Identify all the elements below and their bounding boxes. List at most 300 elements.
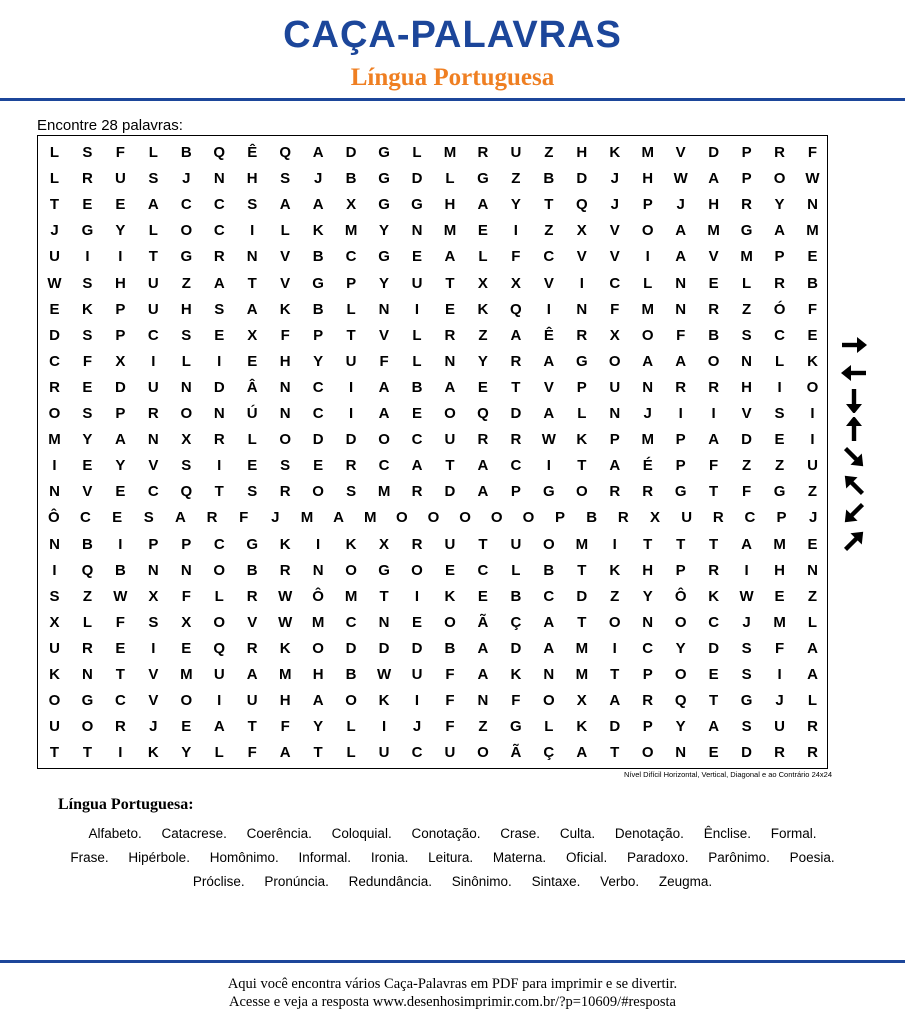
grid-letter[interactable]: Ê xyxy=(247,144,258,161)
grid-letter[interactable]: Z xyxy=(807,483,818,501)
grid-letter[interactable]: L xyxy=(346,744,356,762)
grid-letter[interactable]: J xyxy=(50,222,59,240)
grid-letter[interactable]: E xyxy=(214,326,225,344)
grid-letter[interactable]: T xyxy=(610,666,620,683)
grid-letter[interactable]: M xyxy=(377,483,391,501)
grid-letter[interactable]: R xyxy=(712,509,724,527)
grid-letter[interactable]: U xyxy=(147,378,159,396)
grid-letter[interactable]: P xyxy=(642,196,653,214)
grid-letter[interactable]: V xyxy=(280,248,291,266)
grid-letter[interactable]: R xyxy=(675,378,687,396)
grid-letter[interactable]: G xyxy=(543,483,555,501)
grid-letter[interactable]: O xyxy=(378,431,390,449)
grid-letter[interactable]: T xyxy=(49,196,60,214)
grid-letter[interactable]: G xyxy=(674,483,687,501)
grid-letter[interactable]: B xyxy=(345,666,357,683)
grid-letter[interactable]: I xyxy=(217,692,222,710)
grid-letter[interactable]: B xyxy=(586,509,598,527)
grid-letter[interactable]: X xyxy=(576,692,587,710)
grid-letter[interactable]: R xyxy=(114,718,126,736)
grid-letter[interactable]: T xyxy=(82,744,93,762)
grid-letter[interactable]: B xyxy=(708,326,720,344)
grid-letter[interactable]: L xyxy=(148,222,158,240)
grid-letter[interactable]: D xyxy=(510,639,522,657)
grid-letter[interactable]: M xyxy=(575,666,589,683)
grid-letter[interactable]: R xyxy=(774,744,785,762)
grid-letter[interactable]: L xyxy=(247,431,257,449)
grid-letter[interactable]: N xyxy=(147,431,159,449)
grid-letter[interactable]: A xyxy=(378,405,390,422)
grid-letter[interactable]: K xyxy=(576,431,588,449)
grid-letter[interactable]: H xyxy=(114,274,126,292)
grid-letter[interactable]: A xyxy=(543,352,555,370)
grid-letter[interactable]: P xyxy=(115,326,126,344)
grid-letter[interactable]: N xyxy=(576,300,588,318)
grid-letter[interactable]: H xyxy=(279,692,291,710)
grid-letter[interactable]: B xyxy=(543,561,555,579)
grid-letter[interactable]: Ô xyxy=(312,587,324,605)
grid-letter[interactable]: P xyxy=(313,326,324,344)
grid-letter[interactable]: W xyxy=(376,666,392,683)
grid-letter[interactable]: W xyxy=(805,170,820,188)
grid-letter[interactable]: R xyxy=(246,587,258,605)
grid-letter[interactable]: C xyxy=(543,587,555,605)
grid-letter[interactable]: P xyxy=(576,378,587,396)
grid-letter[interactable]: X xyxy=(181,431,192,449)
grid-letter[interactable]: R xyxy=(708,300,720,318)
grid-letter[interactable]: N xyxy=(213,170,225,188)
grid-letter[interactable]: O xyxy=(522,509,535,527)
grid-letter[interactable]: J xyxy=(610,170,619,188)
grid-letter[interactable]: T xyxy=(247,718,257,736)
grid-letter[interactable]: D xyxy=(708,639,720,657)
grid-letter[interactable]: R xyxy=(609,483,621,501)
grid-letter[interactable]: I xyxy=(744,561,749,579)
grid-letter[interactable]: K xyxy=(378,692,390,710)
grid-letter[interactable]: S xyxy=(49,587,60,605)
grid-letter[interactable]: G xyxy=(773,483,786,501)
grid-letter[interactable]: U xyxy=(114,170,126,188)
grid-letter[interactable]: R xyxy=(576,326,588,344)
grid-letter[interactable]: N xyxy=(807,196,818,214)
grid-letter[interactable]: Ú xyxy=(246,405,258,422)
grid-letter[interactable]: W xyxy=(113,587,128,605)
grid-letter[interactable]: X xyxy=(181,613,192,631)
grid-letter[interactable]: A xyxy=(444,378,456,396)
grid-letter[interactable]: E xyxy=(181,639,192,657)
grid-letter[interactable]: H xyxy=(576,144,588,161)
grid-letter[interactable]: D xyxy=(213,378,225,396)
grid-letter[interactable]: T xyxy=(49,744,60,762)
grid-letter[interactable]: I xyxy=(118,248,123,266)
grid-letter[interactable]: M xyxy=(641,144,654,161)
grid-letter[interactable]: A xyxy=(444,248,456,266)
grid-letter[interactable]: T xyxy=(544,196,554,214)
grid-letter[interactable]: O xyxy=(641,222,654,240)
grid-letter[interactable]: A xyxy=(477,457,489,475)
grid-letter[interactable]: E xyxy=(412,248,423,266)
grid-letter[interactable]: I xyxy=(546,300,551,318)
grid-letter[interactable]: T xyxy=(577,457,587,475)
grid-letter[interactable]: N xyxy=(642,378,654,396)
grid-letter[interactable]: S xyxy=(82,405,93,422)
grid-letter[interactable]: I xyxy=(118,535,123,553)
grid-letter[interactable]: R xyxy=(213,431,225,449)
grid-letter[interactable]: I xyxy=(414,300,420,318)
grid-letter[interactable]: K xyxy=(708,587,720,605)
grid-letter[interactable]: T xyxy=(148,248,158,266)
grid-letter[interactable]: U xyxy=(444,535,456,553)
grid-letter[interactable]: Y xyxy=(379,274,390,292)
grid-letter[interactable]: F xyxy=(247,744,257,762)
grid-letter[interactable]: P xyxy=(774,248,785,266)
grid-letter[interactable]: V xyxy=(543,274,554,292)
grid-letter[interactable]: Z xyxy=(807,587,818,605)
grid-letter[interactable]: M xyxy=(575,535,589,553)
grid-letter[interactable]: B xyxy=(411,378,423,396)
grid-letter[interactable]: R xyxy=(774,144,785,161)
grid-letter[interactable]: U xyxy=(49,248,60,266)
grid-letter[interactable]: U xyxy=(147,274,159,292)
grid-letter[interactable]: U xyxy=(681,509,693,527)
grid-letter[interactable]: C xyxy=(477,561,489,579)
grid-letter[interactable]: O xyxy=(806,378,819,396)
grid-letter[interactable]: P xyxy=(346,274,357,292)
grid-letter[interactable]: X xyxy=(115,352,126,370)
grid-letter[interactable]: E xyxy=(444,300,455,318)
grid-letter[interactable]: G xyxy=(378,144,390,161)
grid-letter[interactable]: N xyxy=(444,352,456,370)
grid-letter[interactable]: R xyxy=(345,457,357,475)
grid-letter[interactable]: C xyxy=(147,326,159,344)
grid-letter[interactable]: I xyxy=(810,405,815,422)
grid-letter[interactable]: I xyxy=(513,222,518,240)
grid-letter[interactable]: B xyxy=(180,144,192,161)
grid-letter[interactable]: S xyxy=(82,144,93,161)
grid-letter[interactable]: E xyxy=(82,457,93,475)
grid-letter[interactable]: S xyxy=(346,483,357,501)
grid-letter[interactable]: E xyxy=(412,405,423,422)
grid-letter[interactable]: G xyxy=(740,692,753,710)
grid-letter[interactable]: M xyxy=(443,222,457,240)
grid-letter[interactable]: A xyxy=(675,222,687,240)
grid-letter[interactable]: T xyxy=(643,535,653,553)
grid-letter[interactable]: O xyxy=(543,535,555,553)
grid-letter[interactable]: L xyxy=(742,274,752,292)
grid-letter[interactable]: E xyxy=(49,300,60,318)
grid-letter[interactable]: Q xyxy=(279,144,292,161)
grid-letter[interactable]: Y xyxy=(675,718,686,736)
grid-letter[interactable]: I xyxy=(777,378,782,396)
grid-letter[interactable]: U xyxy=(345,352,357,370)
grid-letter[interactable]: V xyxy=(148,692,159,710)
grid-letter[interactable]: J xyxy=(412,718,422,736)
grid-letter[interactable]: R xyxy=(147,405,159,422)
grid-letter[interactable]: H xyxy=(279,352,291,370)
grid-letter[interactable]: K xyxy=(609,561,621,579)
grid-letter[interactable]: O xyxy=(773,170,786,188)
grid-letter[interactable]: Ô xyxy=(47,509,60,527)
grid-letter[interactable]: S xyxy=(741,639,752,657)
grid-letter[interactable]: D xyxy=(49,326,60,344)
grid-letter[interactable]: A xyxy=(675,352,687,370)
grid-letter[interactable]: H xyxy=(741,378,753,396)
grid-letter[interactable]: L xyxy=(280,222,290,240)
grid-letter[interactable]: Q xyxy=(180,483,193,501)
grid-letter[interactable]: E xyxy=(807,535,818,553)
grid-letter[interactable]: L xyxy=(181,352,191,370)
grid-letter[interactable]: S xyxy=(148,170,159,188)
grid-letter[interactable]: M xyxy=(773,613,786,631)
grid-letter[interactable]: Y xyxy=(181,744,192,762)
grid-letter[interactable]: P xyxy=(642,718,653,736)
grid-letter[interactable]: C xyxy=(411,431,423,449)
grid-letter[interactable]: F xyxy=(511,248,521,266)
grid-letter[interactable]: P xyxy=(115,300,126,318)
grid-letter[interactable]: L xyxy=(148,144,158,161)
grid-letter[interactable]: A xyxy=(279,196,291,214)
grid-letter[interactable]: N xyxy=(147,561,159,579)
grid-letter[interactable]: V xyxy=(148,457,159,475)
grid-letter[interactable]: E xyxy=(115,196,126,214)
grid-letter[interactable]: R xyxy=(411,535,423,553)
grid-letter[interactable]: O xyxy=(411,561,423,579)
grid-letter[interactable]: L xyxy=(807,692,818,710)
grid-letter[interactable]: O xyxy=(707,352,720,370)
grid-letter[interactable]: A xyxy=(174,509,186,527)
grid-letter[interactable]: M xyxy=(363,509,377,527)
grid-letter[interactable]: P xyxy=(741,144,752,161)
grid-letter[interactable]: U xyxy=(807,457,818,475)
grid-letter[interactable]: G xyxy=(378,248,390,266)
grid-letter[interactable]: T xyxy=(247,274,257,292)
grid-letter[interactable]: K xyxy=(444,587,456,605)
grid-letter[interactable]: A xyxy=(213,274,225,292)
grid-letter[interactable]: I xyxy=(118,744,123,762)
grid-letter[interactable]: B xyxy=(312,248,324,266)
grid-letter[interactable]: K xyxy=(345,535,357,553)
grid-letter[interactable]: G xyxy=(510,718,522,736)
grid-letter[interactable]: X xyxy=(49,613,60,631)
grid-letter[interactable]: J xyxy=(676,196,685,214)
grid-letter[interactable]: G xyxy=(378,561,390,579)
grid-letter[interactable]: I xyxy=(711,405,716,422)
grid-letter[interactable]: F xyxy=(280,326,290,344)
grid-letter[interactable]: F xyxy=(115,144,125,161)
grid-letter[interactable]: M xyxy=(48,431,61,449)
grid-letter[interactable]: U xyxy=(774,718,785,736)
grid-letter[interactable]: L xyxy=(412,352,422,370)
grid-letter[interactable]: N xyxy=(213,405,225,422)
grid-letter[interactable]: S xyxy=(774,405,785,422)
grid-letter[interactable]: L xyxy=(346,300,356,318)
grid-letter[interactable]: G xyxy=(477,170,489,188)
grid-letter[interactable]: F xyxy=(280,718,290,736)
grid-letter[interactable]: M xyxy=(344,222,358,240)
grid-letter[interactable]: F xyxy=(774,639,785,657)
grid-letter[interactable]: B xyxy=(246,561,258,579)
grid-letter[interactable]: L xyxy=(49,144,60,161)
grid-letter[interactable]: N xyxy=(609,405,621,422)
grid-letter[interactable]: Z xyxy=(742,457,752,475)
grid-letter[interactable]: E xyxy=(412,613,423,631)
grid-letter[interactable]: D xyxy=(444,483,456,501)
grid-letter[interactable]: Z xyxy=(511,170,521,188)
grid-letter[interactable]: E xyxy=(115,639,126,657)
grid-letter[interactable]: E xyxy=(807,326,818,344)
grid-letter[interactable]: C xyxy=(147,483,159,501)
grid-letter[interactable]: L xyxy=(412,144,422,161)
grid-letter[interactable]: T xyxy=(709,535,719,553)
grid-letter[interactable]: R xyxy=(477,431,489,449)
grid-letter[interactable]: E xyxy=(774,587,785,605)
grid-letter[interactable]: V xyxy=(280,274,291,292)
grid-letter[interactable]: D xyxy=(411,170,423,188)
grid-letter[interactable]: P xyxy=(510,483,521,501)
grid-letter[interactable]: S xyxy=(82,326,93,344)
grid-letter[interactable]: U xyxy=(510,535,522,553)
grid-letter[interactable]: U xyxy=(411,666,423,683)
grid-letter[interactable]: R xyxy=(213,248,225,266)
grid-letter[interactable]: N xyxy=(49,535,60,553)
grid-letter[interactable]: Z xyxy=(544,222,554,240)
grid-letter[interactable]: A xyxy=(774,222,785,240)
grid-letter[interactable]: C xyxy=(80,509,91,527)
grid-letter[interactable]: Y xyxy=(115,222,126,240)
grid-letter[interactable]: C xyxy=(609,274,621,292)
grid-letter[interactable]: G xyxy=(411,196,423,214)
grid-letter[interactable]: F xyxy=(610,300,620,318)
grid-letter[interactable]: I xyxy=(52,457,57,475)
grid-letter[interactable]: S xyxy=(741,718,752,736)
grid-letter[interactable]: M xyxy=(740,248,753,266)
grid-letter[interactable]: Q xyxy=(213,639,226,657)
grid-letter[interactable]: R xyxy=(807,744,818,762)
grid-letter[interactable]: O xyxy=(213,561,226,579)
grid-letter[interactable]: Ã xyxy=(477,613,489,631)
grid-letter[interactable]: N xyxy=(675,744,687,762)
grid-letter[interactable]: W xyxy=(278,587,293,605)
grid-letter[interactable]: E xyxy=(774,431,785,449)
grid-letter[interactable]: A xyxy=(312,692,324,710)
grid-letter[interactable]: F xyxy=(511,692,521,710)
grid-letter[interactable]: M xyxy=(707,222,720,240)
grid-letter[interactable]: M xyxy=(278,666,292,683)
grid-letter[interactable]: A xyxy=(675,248,687,266)
grid-letter[interactable]: I xyxy=(678,405,683,422)
grid-letter[interactable]: I xyxy=(810,431,815,449)
grid-letter[interactable]: O xyxy=(490,509,503,527)
grid-letter[interactable]: R xyxy=(642,692,654,710)
grid-letter[interactable]: M xyxy=(300,509,314,527)
grid-letter[interactable]: C xyxy=(312,405,324,422)
grid-letter[interactable]: V xyxy=(708,248,719,266)
grid-letter[interactable]: G xyxy=(740,222,753,240)
grid-letter[interactable]: D xyxy=(114,378,126,396)
grid-letter[interactable]: B xyxy=(807,274,818,292)
grid-letter[interactable]: E xyxy=(247,352,258,370)
grid-letter[interactable]: T xyxy=(115,666,125,683)
grid-letter[interactable]: B xyxy=(82,535,93,553)
grid-letter[interactable]: O xyxy=(477,744,489,762)
grid-letter[interactable]: A xyxy=(213,718,225,736)
grid-letter[interactable]: N xyxy=(180,378,192,396)
grid-letter[interactable]: C xyxy=(543,248,555,266)
grid-letter[interactable]: E xyxy=(181,718,192,736)
grid-letter[interactable]: T xyxy=(445,457,455,475)
grid-letter[interactable]: Z xyxy=(478,718,488,736)
grid-letter[interactable]: A xyxy=(708,431,720,449)
grid-letter[interactable]: V xyxy=(609,248,620,266)
grid-letter[interactable]: V xyxy=(379,326,390,344)
grid-letter[interactable]: A xyxy=(333,509,344,527)
grid-letter[interactable]: J xyxy=(643,405,652,422)
grid-letter[interactable]: G xyxy=(81,222,94,240)
grid-letter[interactable]: L xyxy=(478,248,488,266)
grid-letter[interactable]: Y xyxy=(313,718,324,736)
grid-letter[interactable]: Y xyxy=(379,222,390,240)
grid-letter[interactable]: I xyxy=(316,535,321,553)
grid-letter[interactable]: A xyxy=(411,457,423,475)
grid-letter[interactable]: U xyxy=(49,718,60,736)
grid-letter[interactable]: Z xyxy=(774,457,785,475)
grid-letter[interactable]: T xyxy=(445,274,455,292)
grid-letter[interactable]: I xyxy=(52,561,57,579)
grid-letter[interactable]: N xyxy=(279,405,291,422)
grid-letter[interactable]: J xyxy=(610,196,619,214)
grid-letter[interactable]: T xyxy=(214,483,224,501)
grid-letter[interactable]: I xyxy=(777,666,782,683)
grid-letter[interactable]: R xyxy=(510,431,522,449)
grid-letter[interactable]: J xyxy=(809,509,818,527)
grid-letter[interactable]: C xyxy=(510,457,522,475)
grid-letter[interactable]: L xyxy=(214,587,224,605)
grid-letter[interactable]: C xyxy=(180,196,192,214)
grid-letter[interactable]: U xyxy=(411,274,423,292)
grid-letter[interactable]: R xyxy=(774,274,785,292)
grid-letter[interactable]: Ç xyxy=(510,613,522,631)
grid-letter[interactable]: K xyxy=(312,222,324,240)
grid-letter[interactable]: X xyxy=(379,535,390,553)
grid-letter[interactable]: Z xyxy=(610,587,620,605)
grid-letter[interactable]: Y xyxy=(313,352,324,370)
grid-letter[interactable]: S xyxy=(181,326,192,344)
grid-letter[interactable]: L xyxy=(807,613,818,631)
grid-letter[interactable]: K xyxy=(576,718,588,736)
grid-letter[interactable]: C xyxy=(213,535,225,553)
grid-letter[interactable]: K xyxy=(279,639,291,657)
grid-letter[interactable]: G xyxy=(246,535,259,553)
grid-letter[interactable]: C xyxy=(744,509,756,527)
grid-letter[interactable]: F xyxy=(379,352,389,370)
grid-letter[interactable]: P xyxy=(675,431,686,449)
grid-letter[interactable]: P xyxy=(776,509,787,527)
grid-letter[interactable]: Y xyxy=(642,587,653,605)
grid-letter[interactable]: J xyxy=(182,170,191,188)
grid-letter[interactable]: D xyxy=(576,170,588,188)
grid-letter[interactable]: G xyxy=(378,196,390,214)
grid-letter[interactable]: C xyxy=(411,744,423,762)
grid-letter[interactable]: I xyxy=(151,639,156,657)
grid-letter[interactable]: O xyxy=(543,692,555,710)
grid-letter[interactable]: O xyxy=(312,639,324,657)
grid-letter[interactable]: P xyxy=(741,170,752,188)
grid-letter[interactable]: B xyxy=(543,170,555,188)
grid-letter[interactable]: K xyxy=(609,144,621,161)
grid-letter[interactable]: U xyxy=(444,431,456,449)
grid-letter[interactable]: X xyxy=(247,326,258,344)
grid-letter[interactable]: N xyxy=(246,248,258,266)
